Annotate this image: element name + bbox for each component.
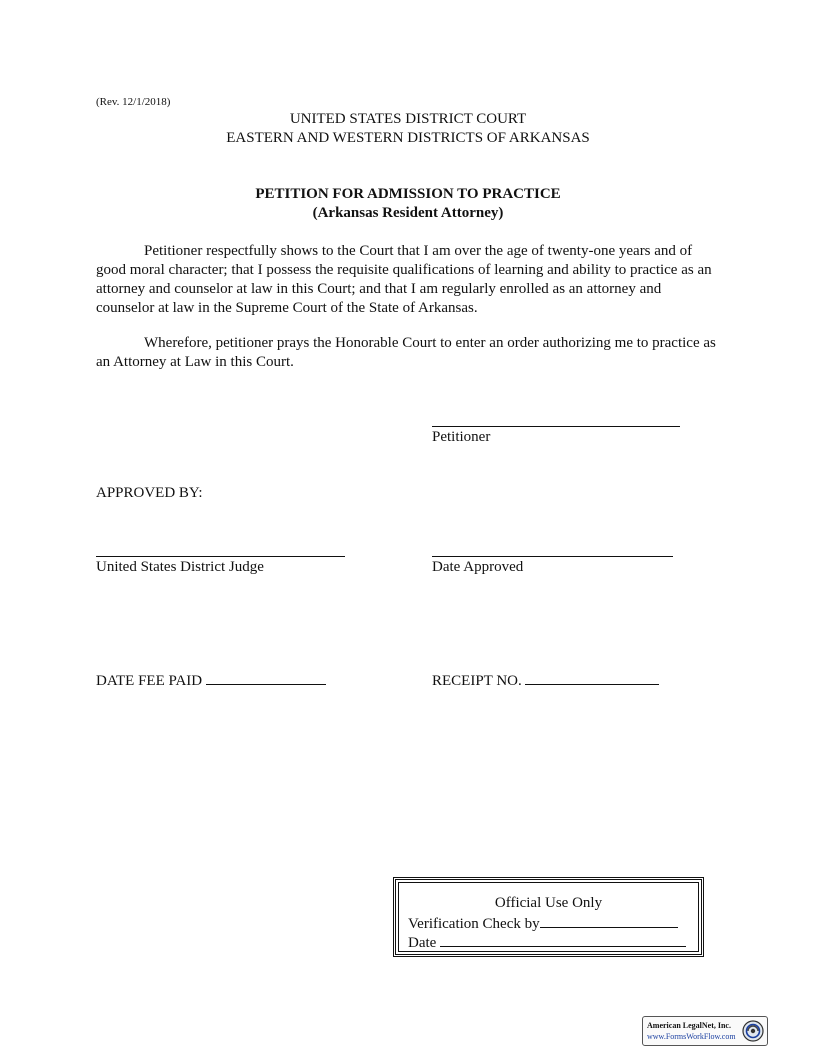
petition-paragraph: Petitioner respectfully shows to the Court that I am over the age of twenty-one years and of good moral character; that I possess the requisite qualifications of learning and ability to practice as an attorney and counselor at law in this Court; and that I am regularly enrolled as an attorney and counselor at law in the Supreme Court of the State of Arkansas. [96,243,712,316]
petitioner-label: Petitioner [432,429,491,445]
logo-company-name: American LegalNet, Inc. [647,1021,731,1030]
prayer-paragraph: Wherefore, petitioner prays the Honorable Court to enter an order authorizing me to practice as an Attorney at Law in this Court. [96,335,716,370]
official-date-field[interactable] [440,932,686,947]
verification-field[interactable] [540,913,678,928]
receipt-no-row [432,670,659,691]
american-legalnet-logo[interactable] [642,1016,768,1046]
verification-label: Verification Check by [408,916,540,932]
official-use-title: Official Use Only [494,895,603,911]
judge-label: United States District Judge [96,559,264,575]
official-use-inner-border [398,882,699,952]
date-fee-paid-label: DATE FEE PAID [96,673,203,689]
receipt-no-label: RECEIPT NO. [432,673,522,689]
court-districts: EASTERN AND WESTERN DISTRICTS OF ARKANSAS [226,130,590,146]
verification-row [408,913,678,934]
official-date-row [408,932,686,953]
document-title: PETITION FOR ADMISSION TO PRACTICE [255,186,561,202]
date-approved-line[interactable] [432,556,673,557]
receipt-no-field[interactable] [525,670,659,685]
official-use-box [393,877,704,957]
approved-by-label: APPROVED BY: [96,485,203,501]
official-date-label: Date [408,935,437,951]
globe-icon [742,1020,764,1042]
revision-date: (Rev. 12/1/2018) [96,96,171,108]
court-name: UNITED STATES DISTRICT COURT [289,111,527,127]
logo-website: www.FormsWorkFlow.com [647,1032,736,1041]
date-fee-paid-row [96,670,326,691]
petitioner-signature-line[interactable] [432,426,680,427]
judge-signature-line[interactable] [96,556,345,557]
date-approved-label: Date Approved [432,559,524,575]
document-subtitle: (Arkansas Resident Attorney) [312,205,504,221]
date-fee-paid-field[interactable] [206,670,326,685]
